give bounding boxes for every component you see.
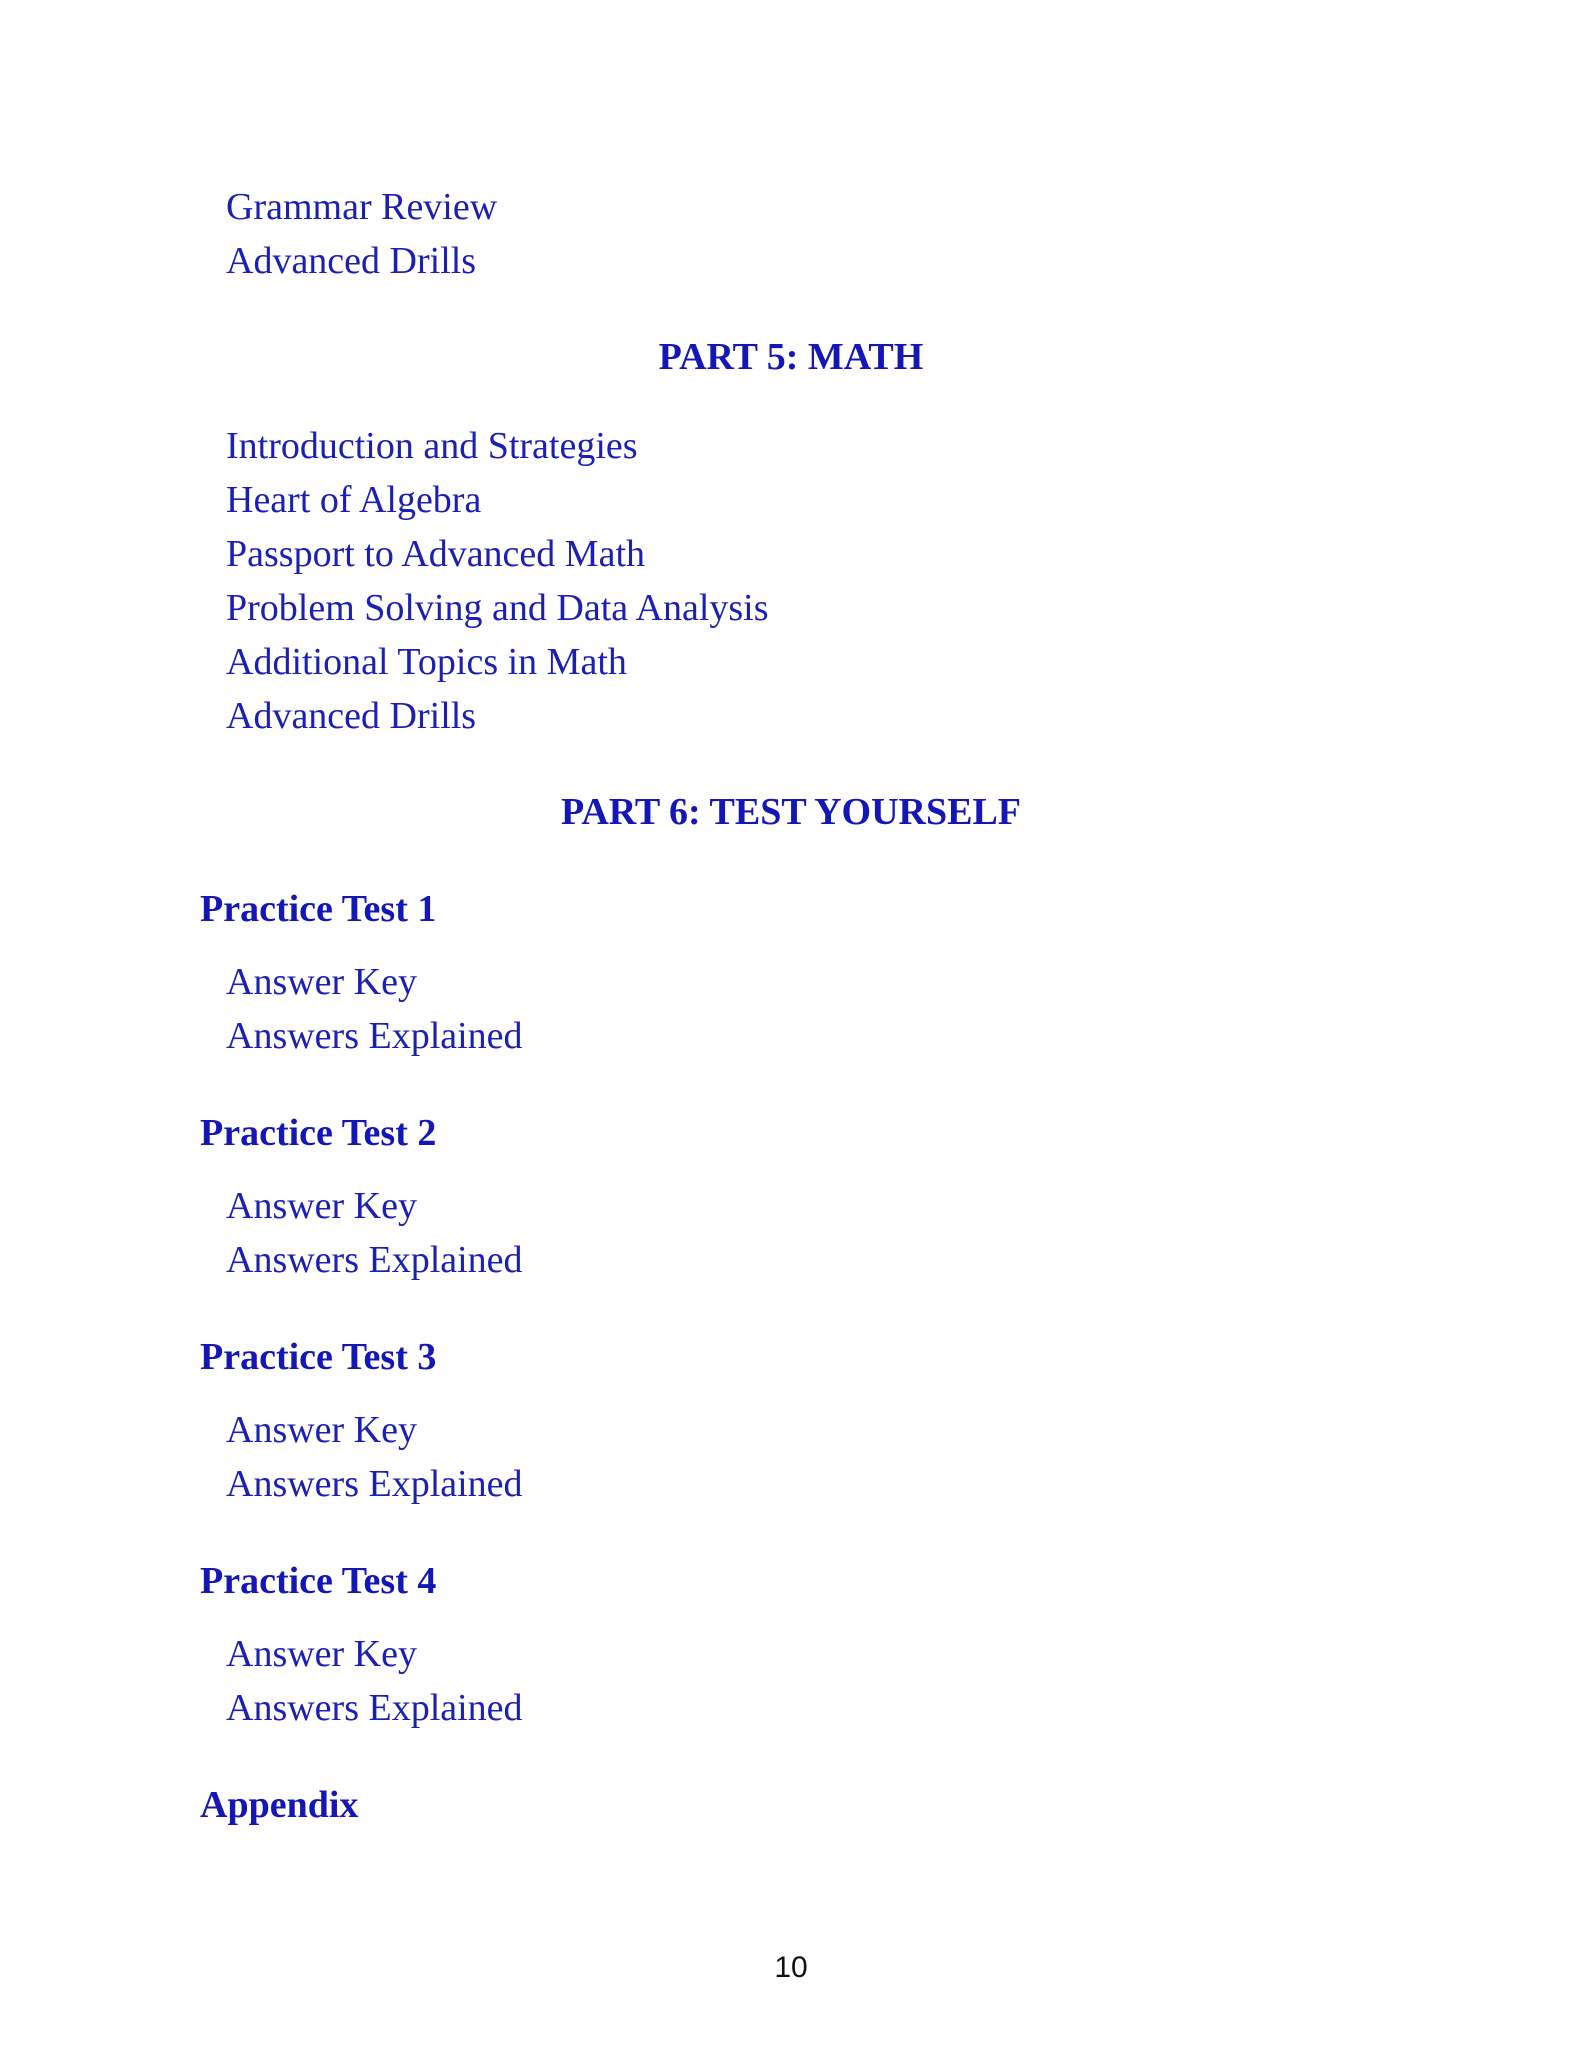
toc-link-practice-test-1[interactable]: Practice Test 1 xyxy=(200,888,437,930)
toc-link-additional-topics-in-math[interactable]: Additional Topics in Math xyxy=(226,641,627,683)
toc-link-heart-of-algebra[interactable]: Heart of Algebra xyxy=(226,479,482,521)
toc-link-introduction-and-strategies[interactable]: Introduction and Strategies xyxy=(226,425,638,467)
toc-link-answer-key-4[interactable]: Answer Key xyxy=(226,1633,418,1675)
toc-link-answer-key-3[interactable]: Answer Key xyxy=(226,1409,418,1451)
page-number: 10 xyxy=(774,1951,808,1984)
toc-link-grammar-review[interactable]: Grammar Review xyxy=(226,186,498,228)
toc-link-advanced-drills-writing[interactable]: Advanced Drills xyxy=(226,240,477,282)
toc-link-answers-explained-4[interactable]: Answers Explained xyxy=(226,1687,523,1729)
toc-link-answer-key-2[interactable]: Answer Key xyxy=(226,1185,418,1227)
toc-link-appendix[interactable]: Appendix xyxy=(200,1784,359,1826)
toc-link-answer-key-1[interactable]: Answer Key xyxy=(226,961,418,1003)
toc-link-problem-solving-and-data-analysis[interactable]: Problem Solving and Data Analysis xyxy=(226,587,769,629)
toc-link-passport-to-advanced-math[interactable]: Passport to Advanced Math xyxy=(226,533,646,575)
toc-link-answers-explained-1[interactable]: Answers Explained xyxy=(226,1015,523,1057)
part-5-heading: PART 5: MATH xyxy=(658,336,924,378)
toc-link-answers-explained-3[interactable]: Answers Explained xyxy=(226,1463,523,1505)
toc-link-practice-test-2[interactable]: Practice Test 2 xyxy=(200,1112,437,1154)
toc-link-practice-test-3[interactable]: Practice Test 3 xyxy=(200,1336,437,1378)
toc-link-practice-test-4[interactable]: Practice Test 4 xyxy=(200,1560,437,1602)
toc-link-advanced-drills-math[interactable]: Advanced Drills xyxy=(226,695,477,737)
toc-link-answers-explained-2[interactable]: Answers Explained xyxy=(226,1239,523,1281)
part-6-heading: PART 6: TEST YOURSELF xyxy=(560,791,1022,833)
